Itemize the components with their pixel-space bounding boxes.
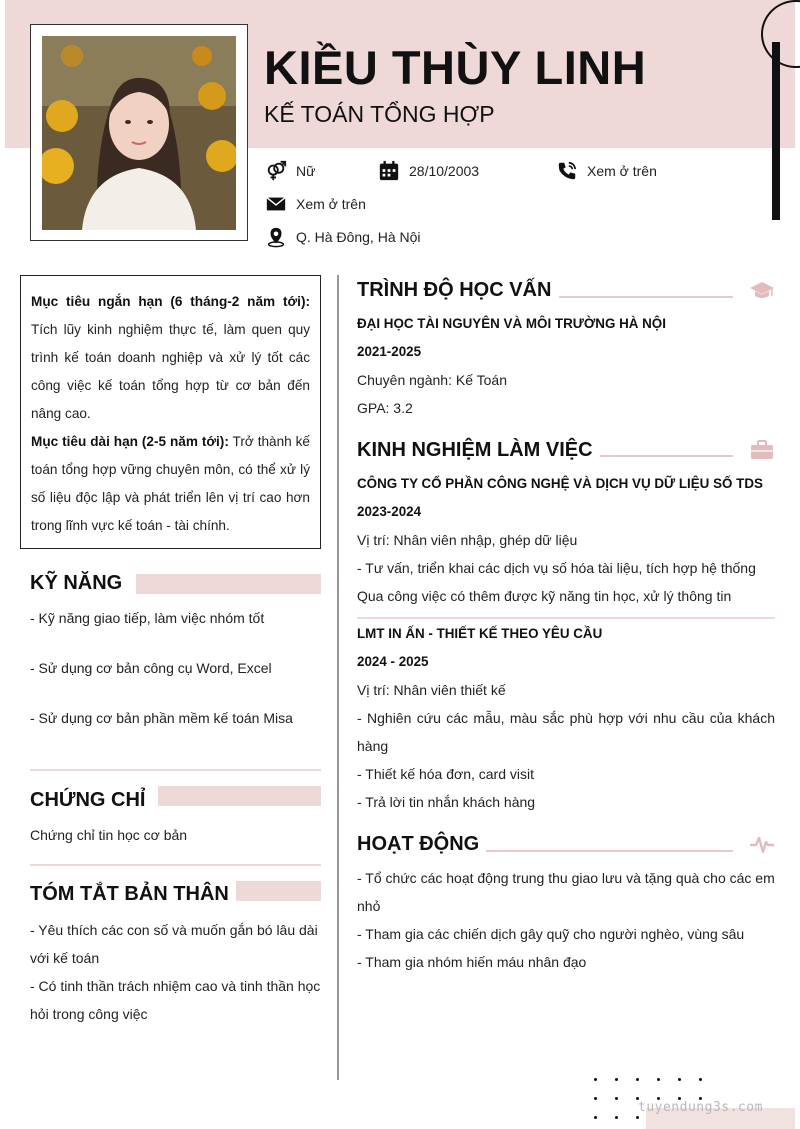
job-detail: Vị trí: Nhân viên thiết kế	[357, 682, 506, 698]
experience-title-rule	[600, 455, 733, 457]
education-gpa: GPA: 3.2	[357, 400, 413, 416]
skill-item: - Kỹ năng giao tiếp, làm việc nhóm tốt	[30, 610, 265, 626]
phone-icon	[556, 160, 578, 182]
address-info	[265, 226, 421, 248]
section-divider	[30, 769, 321, 771]
job-detail: Vị trí: Nhân viên nhập, ghép dữ liệu	[357, 532, 578, 548]
profile-photo	[42, 36, 236, 230]
company-name: CÔNG TY CỔ PHẦN CÔNG NGHỆ VÀ DỊCH VỤ DỮ LIỆU SỐ TDS	[357, 476, 763, 491]
decorative-dot	[636, 1078, 639, 1081]
watermark: tuyendung3s.com	[638, 1100, 763, 1115]
gender-value: Nữ	[296, 163, 316, 179]
experience-title: KINH NGHIỆM LÀM VIỆC	[357, 439, 593, 461]
decorative-dot	[594, 1097, 597, 1100]
job-period: 2024 - 2025	[357, 654, 429, 669]
mail-icon	[265, 193, 287, 215]
activity-item: - Tham gia các chiến dịch gây quỹ cho người nghèo, vùng sâu	[357, 926, 745, 942]
job-separator	[357, 617, 775, 619]
job-period: 2023-2024	[357, 504, 422, 519]
decorative-dot	[657, 1078, 660, 1081]
education-major: Chuyên ngành: Kế Toán	[357, 372, 507, 388]
decorative-dot	[636, 1116, 639, 1119]
job-detail: - Tư vấn, triển khai các dịch vụ số hóa tài liệu, tích hợp hệ thống	[357, 560, 756, 576]
job-detail: - Nghiên cứu các mẫu, màu sắc phù hợp với nhu cầu của khách hàng	[357, 710, 775, 754]
long-term-text: Trở thành kế toán tổng hợp vững chuyên môn, có thể xử lý số liệu độc lập và phát triển lên vị trí cao hơn trong lĩnh vực kế toán - tài chính.	[31, 434, 310, 533]
phone-value: Xem ở trên	[587, 163, 657, 179]
summary-item: - Yêu thích các con số và muốn gắn bó lâu dài với kế toán	[30, 922, 318, 966]
job-detail: Qua công việc có thêm được kỹ năng tin học, xử lý thông tin	[357, 588, 732, 604]
activities-title: HOẠT ĐỘNG	[357, 833, 480, 855]
heartbeat-icon	[749, 834, 775, 856]
decorative-dot	[594, 1116, 597, 1119]
short-term-label: Mục tiêu ngắn hạn (6 tháng-2 năm tới):	[31, 294, 310, 309]
job-detail: - Thiết kế hóa đơn, card visit	[357, 766, 535, 782]
birthday-info	[378, 160, 479, 182]
column-divider	[337, 275, 339, 1080]
address-value: Q. Hà Đông, Hà Nội	[296, 229, 421, 245]
skill-item: - Sử dụng cơ bản công cụ Word, Excel	[30, 660, 272, 676]
activity-item: - Tham gia nhóm hiến máu nhân đạo	[357, 954, 587, 970]
decorative-dot	[615, 1078, 618, 1081]
education-title-rule	[559, 296, 733, 298]
briefcase-icon	[749, 439, 775, 461]
graduation-cap-icon	[749, 279, 775, 301]
activity-item: - Tổ chức các hoạt động trung thu giao lưu và tặng quà cho các em nhỏ	[357, 870, 775, 914]
skills-title: KỸ NĂNG	[30, 572, 123, 594]
education-period: 2021-2025	[357, 344, 422, 359]
job-detail: - Trả lời tin nhắn khách hàng	[357, 794, 536, 810]
certificates-title-bar	[158, 786, 321, 806]
education-title: TRÌNH ĐỘ HỌC VẤN	[357, 279, 552, 301]
decorative-dot	[615, 1116, 618, 1119]
activities-title-rule	[486, 850, 733, 852]
summary-title-bar	[236, 881, 321, 901]
company-name: LMT IN ẤN - THIẾT KẾ THEO YÊU CẦU	[357, 626, 603, 641]
school-name: ĐẠI HỌC TÀI NGUYÊN VÀ MÔI TRƯỜNG HÀ NỘI	[357, 316, 666, 331]
calendar-icon	[378, 160, 400, 182]
gender-info	[265, 160, 315, 182]
decorative-bar	[772, 42, 780, 220]
short-term-text: Tích lũy kinh nghiệm thực tế, làm quen quy trình kế toán doanh nghiệp và xử lý tốt các công việc kế toán tổng hợp từ cơ bản đến nâng cao.	[31, 322, 310, 421]
email-info	[265, 193, 366, 215]
gender-icon	[265, 160, 287, 182]
decorative-dot	[699, 1078, 702, 1081]
long-term-label: Mục tiêu dài hạn (2-5 năm tới):	[31, 434, 229, 449]
job-title: KẾ TOÁN TỔNG HỢP	[264, 101, 495, 127]
candidate-name: KIỀU THÙY LINH	[264, 41, 647, 94]
skills-title-bar	[136, 574, 321, 594]
certificate-item: Chứng chỉ tin học cơ bản	[30, 827, 188, 843]
birthday-value: 28/10/2003	[409, 163, 480, 179]
certificates-title: CHỨNG CHỈ	[30, 789, 146, 811]
phone-info	[556, 160, 657, 182]
email-value: Xem ở trên	[296, 196, 366, 212]
summary-item: - Có tinh thần trách nhiệm cao và tinh thần học hỏi trong công việc	[30, 978, 321, 1022]
decorative-dot	[594, 1078, 597, 1081]
career-objectives-box	[20, 275, 321, 549]
decorative-dot	[678, 1078, 681, 1081]
section-divider	[30, 864, 321, 866]
summary-title: TÓM TẮT BẢN THÂN	[30, 883, 229, 905]
location-icon	[265, 226, 287, 248]
decorative-dot	[615, 1097, 618, 1100]
skill-item: - Sử dụng cơ bản phần mềm kế toán Misa	[30, 710, 293, 726]
